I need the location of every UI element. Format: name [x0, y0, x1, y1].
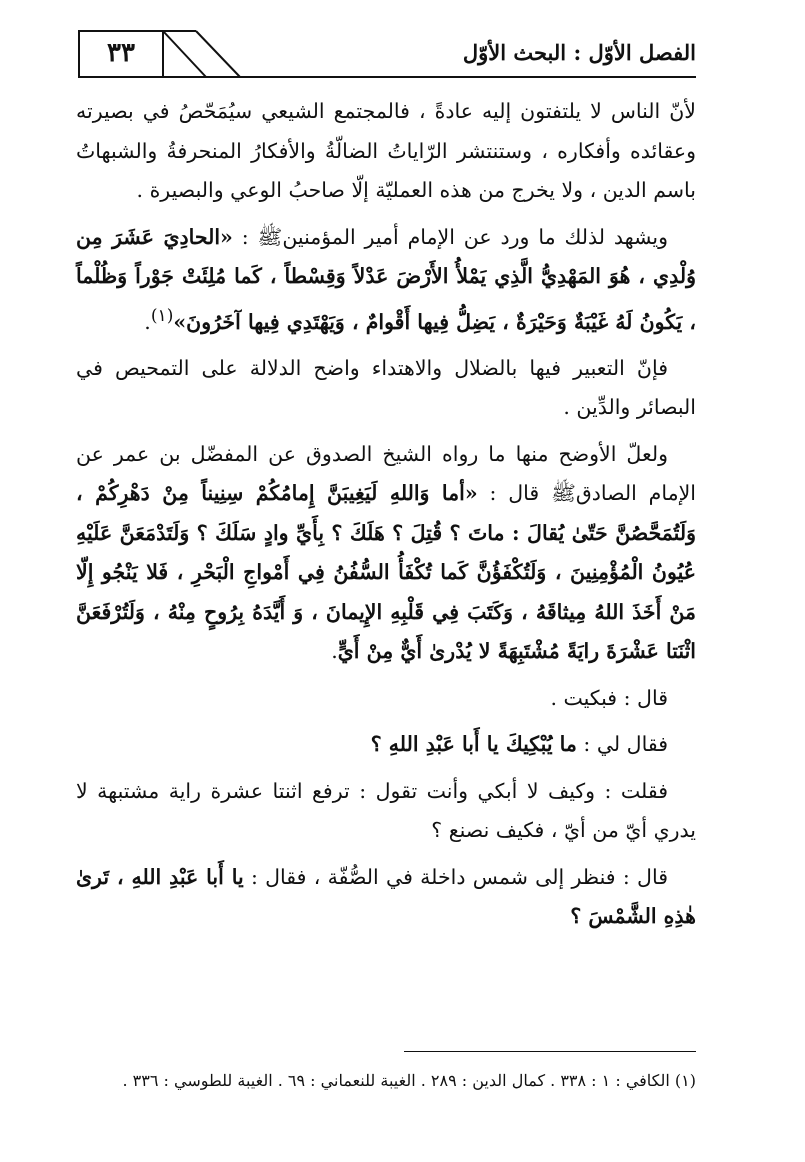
paragraph-6: [76, 725, 696, 765]
paragraph-4-lead: ولعلّ الأوضح منها ما رواه الشيخ الصدوق عن المفضّل بن عمر عن الإمام الصادق: [76, 441, 696, 506]
page-number: ٣٣: [107, 38, 135, 68]
paragraph-5: قال : فبكيت .: [550, 685, 668, 710]
honorific-symbol: ﷺ: [257, 224, 283, 249]
paragraph-7: فقلت : وكيف لا أبكي وأنت تقول : ترفع اثنتا عشرة راية مشتبهة لا يدري أيّ من أيّ ، فكيف نصنع ؟: [76, 778, 696, 843]
chapter-title: الفصل الأوّل : البحث الأوّل: [462, 40, 696, 65]
footnote: (١) الكافي : ١ : ٣٣٨ . كمال الدين : ٢٨٩ . الغيبة للنعماني : ٦٩ . الغيبة للطوسي : ٣٣٦ .: [122, 1071, 696, 1090]
paragraph-6-lead: فقال لي :: [576, 732, 668, 757]
said-text: قال :: [477, 481, 552, 506]
hadith-quote-4: يا أَبا عَبْدِ اللهِ ، تَرىٰ هٰذِهِ الشَّمْسَ ؟: [76, 864, 696, 929]
paragraph-4: [76, 435, 696, 672]
hadith-quote-1: «الحادِيَ عَشَرَ مِن وُلْدِي ، هُوَ المَهْدِيُّ الَّذِي يَمْلأُ الأَرْضَ عَدْلاً وَقِسْطاً ، كَما مُلِئَتْ جَوْراً وَظُلْماً ، يَكُونُ لَهُ غَيْبَةٌ وَحَيْرَةٌ ، يَضِلُّ فِيها أَقْوامٌ ، وَيَهْتَدِي فِيها آخَرُونَ»: [76, 224, 696, 334]
paragraph-3: فإنّ التعبير فيها بالضلال والاهتداء واضح الدلالة على التمحيص في البصائر والدِّين .: [76, 355, 696, 420]
footnote-marker: (١): [150, 305, 174, 326]
body-text: [76, 92, 696, 944]
page-header: [78, 30, 696, 80]
paragraph-8: [76, 858, 696, 937]
period: .: [331, 639, 338, 664]
footnote-divider: [404, 1051, 696, 1052]
paragraph-1: لأنّ الناس لا يلتفتون إليه عادةً ، فالمجتمع الشيعي سيُمَحّصُ في بصيرته وعقائده وأفكاره ، وستنتشر الرّاياتُ الضالّةُ والأفكارُ المنحرفةُ والشبهاتُ باسم الدين ، ولا يخرج من هذه العمليّة إلّا صاحبُ الوعي والبصيرة .: [76, 99, 696, 202]
hadith-quote-2: «أما وَاللهِ لَيَغِيبَنَّ إِمامُكُمْ سِنِيناً مِنْ دَهْرِكُمْ ، وَلَتُمَحَّصُنَّ حَتّىٰ يُقالَ : ماتَ ؟ قُتِلَ ؟ هَلَكَ ؟ بِأَيِّ وادٍ سَلَكَ ؟ وَلَتَدْمَعَنَّ عَلَيْهِ عُيُونُ الْمُؤْمِنِينَ ، وَلَتُكْفَؤُنَّ كَما تُكْفَأُ السُّفُنُ فِي أَمْواجِ الْبَحْرِ ، فَلا يَنْجُو إِلّا مَنْ أَخَذَ اللهُ مِيثاقَهُ ، وَكَتَبَ فِي قَلْبِهِ الإِيمانَ ، وَ أَيَّدَهُ بِرُوحٍ مِنْهُ ، وَلَتُرْفَعَنَّ اثْنَتا عَشْرَةَ رايَةً مُشْتَبِهَةً لا يُدْرىٰ أَيٌّ مِنْ أَيٍّ: [76, 481, 696, 664]
colon: :: [232, 224, 258, 249]
paragraph-2-lead: ويشهد لذلك ما ورد عن الإمام أمير المؤمنين: [282, 224, 668, 249]
period: .: [144, 309, 151, 334]
paragraph-8-lead: قال : فنظر إلى شمس داخلة في الصُّفّة ، فقال :: [243, 864, 668, 889]
hadith-quote-3: ما يُبْكِيكَ يا أَبا عَبْدِ اللهِ ؟: [370, 732, 577, 757]
honorific-symbol: ﷺ: [551, 481, 576, 506]
paragraph-2: [76, 218, 696, 342]
